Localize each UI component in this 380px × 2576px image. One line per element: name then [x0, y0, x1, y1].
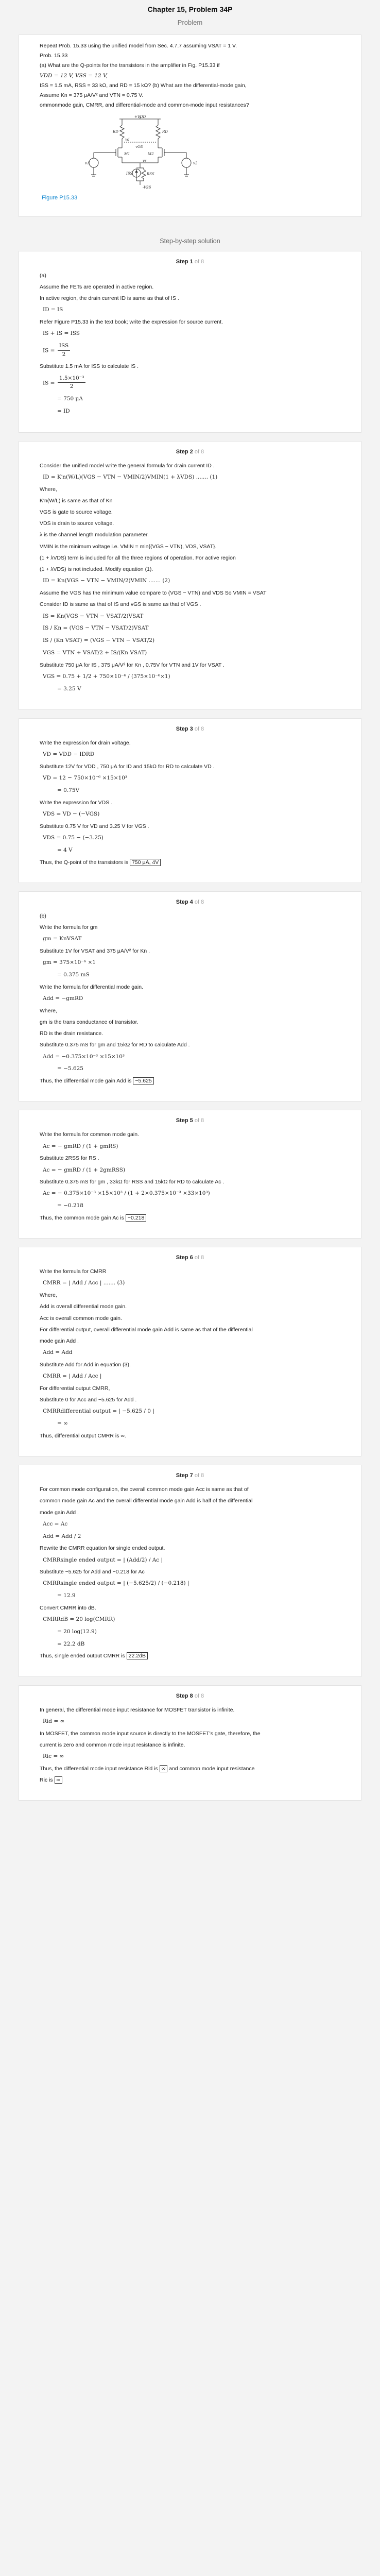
equation: = 20 log(12.9): [57, 1628, 97, 1635]
equation: Add = Add: [43, 1349, 73, 1356]
equation: = 22.2 dB: [57, 1640, 85, 1647]
equation: CMRRdifferential output = | −5.625 / 0 |: [43, 1408, 154, 1415]
step-text: Write the formula for common mode gain.: [40, 1131, 139, 1138]
step-count: of 8: [194, 1255, 204, 1261]
step-text: Write the expression for drain voltage.: [40, 740, 131, 747]
label-vss: -VSS: [143, 185, 151, 190]
step-card: [19, 1110, 361, 1239]
step-text: Add is overall differential mode gain.: [40, 1303, 127, 1310]
step-text: Where,: [40, 1007, 57, 1014]
circuit-figure: [71, 114, 340, 193]
equation: CMRRdB = 20 log(CMRR): [43, 1616, 115, 1623]
equation: IS / Kn = (VGS − VTN − VSAT/2)VSAT: [43, 625, 149, 632]
step-text: Assume the VGS has the minimum value compare to (VGS − VTN) and VDS So VMIN = VSAT: [40, 590, 267, 597]
problem-text: ISS = 1.5 mA, RSS = 33 kΩ, and RD = 15 kΩ? (b) What are the differential-mode gain,: [40, 82, 247, 89]
step-card: [19, 1465, 361, 1677]
label-v1: v1: [85, 161, 90, 165]
step-header: [40, 259, 340, 265]
step-text: Rewrite the CMRR equation for single ended output.: [40, 1545, 165, 1552]
problem-text: Prob. 15.33: [40, 53, 68, 59]
answer-box: 750 μA, 4V: [130, 859, 161, 866]
step-text: K′n(W/L) is same as that of Kn: [40, 497, 113, 504]
equation: Acc = Ac: [43, 1520, 68, 1527]
equation: Ric = ∞: [43, 1753, 64, 1760]
equation: = −0.218: [57, 1202, 83, 1209]
circuit-diagram: [71, 114, 225, 191]
equation: IS = Kn(VGS − VTN − VSAT/2)VSAT: [43, 613, 144, 619]
step-card: [19, 718, 361, 883]
step-text: Substitute 0.75 V for VD and 3.25 V for VGS .: [40, 823, 149, 829]
equation: = 12.9: [57, 1592, 76, 1599]
fraction-denominator: 2: [70, 383, 74, 390]
label-v2: v2: [193, 161, 198, 165]
step-text: Substitute 2RSS for RS .: [40, 1155, 99, 1162]
label-rss: RSS: [147, 172, 154, 176]
fraction-denominator: 2: [62, 351, 66, 358]
equation: IS / (Kn VSAT) = (VGS − VTN − VSAT/2): [43, 637, 155, 644]
step-text: Write the formula for CMRR: [40, 1268, 107, 1275]
equation: Add = Add / 2: [43, 1533, 81, 1539]
problem-text: Repeat Prob. 15.33 using the unified model from Sec. 4.7.7 assuming VSAT = 1 V.: [40, 43, 237, 49]
conclusion-text: Thus, the Q-point of the transistors is: [40, 859, 129, 866]
fraction-numerator: 1.5×10⁻³: [58, 375, 86, 383]
equation: Rid = ∞: [43, 1718, 65, 1724]
step-conclusion: Thus, differential output CMRR is ∞.: [40, 1432, 126, 1439]
equation: = 750 μA: [57, 396, 83, 402]
step-conclusion: [40, 1652, 340, 1660]
step-conclusion: [40, 1776, 340, 1784]
problem-text: Assume Kn = 375 μA/V² and VTN = 0.75 V.: [40, 92, 144, 99]
step-text: In general, the differential mode input resistance for MOSFET transistor is infinite.: [40, 1706, 235, 1713]
label-vs: vs: [143, 158, 147, 163]
equation: Add = −0.375×10⁻³ ×15×10³: [43, 1053, 125, 1060]
step-text: For differential output CMRR,: [40, 1385, 110, 1392]
fraction-numerator: ISS: [58, 342, 70, 351]
label-vod: vOD: [135, 144, 144, 149]
equation: VGS = VTN + VSAT/2 + IS/(Kn VSAT): [43, 649, 147, 656]
step-text: Write the expression for VDS .: [40, 799, 113, 806]
label-vdd: +VDD: [134, 114, 146, 119]
step-text: Substitute 0 for Acc and −5.625 for Add .: [40, 1397, 137, 1403]
step-label: Step 3: [176, 726, 193, 733]
step-text: (a): [40, 272, 46, 279]
step-text: common mode gain Ac and the overall differential mode gain Add is half of the differential: [40, 1498, 253, 1504]
step-count: of 8: [194, 258, 204, 265]
step-text: mode gain Add .: [40, 1338, 79, 1345]
equation: VDS = 0.75 − (−3.25): [43, 835, 103, 841]
step-text: Substitute Add for Add in equation (3).: [40, 1362, 131, 1368]
step-card: [19, 1685, 361, 1801]
step-text: VDS is drain to source voltage.: [40, 520, 114, 527]
equation: gm = 375×10⁻⁶ ×1: [43, 959, 96, 966]
step-header: [40, 899, 340, 905]
equation: CMRR = | Add / Acc |: [43, 1373, 102, 1380]
step-card: [19, 891, 361, 1101]
equation: VGS = 0.75 + 1/2 + 750×10⁻⁶ / (375×10⁻⁶×1): [43, 673, 170, 680]
chapter-title: Chapter 15, Problem 34P: [147, 5, 233, 13]
step-text: Write the formula for gm: [40, 924, 98, 931]
step-text: Where,: [40, 1292, 57, 1299]
conclusion-text: Thus, the differential mode input resistance Rid is: [40, 1765, 158, 1772]
step-header: [40, 449, 340, 455]
step-text: gm is the trans conductance of transistor.: [40, 1019, 139, 1025]
equation: ID = K′n(W/L)(VGS − VTN − VMIN/2)VMIN(1 + λVDS) ....... (1): [43, 473, 218, 480]
step-text: Substitute 0.375 mS for gm , 33kΩ for RSS and 15kΩ for RD to calculate Ac .: [40, 1179, 224, 1185]
step-label: Step 2: [176, 448, 193, 455]
equation: = −5.625: [57, 1065, 83, 1072]
equation: = 3.25 V: [57, 685, 81, 692]
conclusion-text: Thus, the common mode gain Ac is: [40, 1214, 124, 1221]
step-text: (b): [40, 912, 46, 919]
problem-text: ommonmode gain, CMRR, and differential-mode and common-mode input resistances?: [40, 102, 249, 109]
step-text: Substitute 0.375 mS for gm and 15kΩ for RD to calculate Add .: [40, 1042, 190, 1048]
step-card: [19, 1247, 361, 1456]
figure-caption-link[interactable]: Figure P15.33: [42, 194, 78, 201]
label-vd: vd: [125, 137, 130, 142]
equation: [43, 375, 340, 392]
equation-lhs: IS =: [43, 379, 55, 386]
answer-box: −5.625: [133, 1077, 153, 1084]
conclusion-text: Ric is: [40, 1777, 53, 1784]
conclusion-text: and common mode input resistance: [169, 1765, 255, 1772]
step-conclusion: [40, 1214, 340, 1222]
equation: = ∞: [57, 1420, 68, 1427]
step-text: Where,: [40, 486, 57, 493]
step-header: [40, 1255, 340, 1261]
solution-title: Step-by-step solution: [160, 237, 220, 245]
step-text: Acc is overall common mode gain.: [40, 1315, 122, 1321]
step-card: [19, 251, 361, 433]
step-text: Substitute 12V for VDD , 750 μA for ID and 15kΩ for RD to calculate VD .: [40, 764, 215, 770]
answer-box: ∞: [55, 1776, 63, 1784]
problem-text: VDD = 12 V, VSS = 12 V,: [40, 72, 108, 79]
conclusion-text: Thus, single ended output CMRR is: [40, 1653, 125, 1659]
step-text: RD is the drain resistance.: [40, 1030, 103, 1037]
equation: IS + IS = ISS: [43, 330, 80, 337]
step-header: [40, 1117, 340, 1124]
step-label: Step 7: [176, 1472, 193, 1479]
label-m1: M1: [124, 151, 130, 156]
step-header: [40, 726, 340, 732]
equation: ID = Kn(VGS − VTN − VMIN/2)VMIN ....... (2): [43, 578, 170, 584]
step-text: (1 + λVDS) is not included. Modify equation (1).: [40, 566, 153, 573]
step-text: VGS is gate to source voltage.: [40, 509, 113, 516]
step-count: of 8: [194, 1692, 204, 1699]
equation-lhs: IS =: [43, 347, 55, 354]
conclusion-text: Thus, the differential mode gain Add is: [40, 1078, 132, 1084]
step-count: of 8: [194, 899, 204, 905]
step-text: Refer Figure P15.33 in the text book; write the expression for source current.: [40, 318, 223, 325]
problem-label: Problem: [177, 19, 203, 26]
page-header: [0, 0, 380, 26]
equation: = 4 V: [57, 846, 73, 853]
step-label: Step 6: [176, 1255, 193, 1261]
equation: = 0.375 mS: [57, 972, 90, 978]
equation: VD = VDD − IDRD: [43, 751, 95, 758]
step-conclusion: [40, 859, 340, 867]
equation: CMRRsingle ended output = | (−5.625/2) / (−0.218) |: [43, 1580, 189, 1587]
equation: VDS = VD − (−VGS): [43, 811, 100, 818]
label-iss: ISS: [126, 171, 133, 176]
step-text: For differential output, overall differential mode gain Add is same as that of the differential: [40, 1326, 253, 1333]
answer-box: −0.218: [126, 1214, 146, 1222]
equation: ID = IS: [43, 307, 63, 313]
step-text: (1 + λVDS) term is included for all the three regions of operation. For active region: [40, 554, 236, 561]
equation: VD = 12 − 750×10⁻⁶ ×15×10³: [43, 775, 128, 782]
step-text: mode gain Add .: [40, 1509, 79, 1516]
problem-card: [19, 35, 361, 217]
step-count: of 8: [194, 726, 204, 733]
equation: Ac = − 0.375×10⁻³ ×15×10³ / (1 + 2×0.375×10⁻³ ×33×10³): [43, 1190, 210, 1197]
step-text: Substitute 1V for VSAT and 375 μA/V² for Kn .: [40, 948, 150, 955]
step-text: Convert CMRR into dB.: [40, 1604, 96, 1611]
step-count: of 8: [194, 1117, 204, 1124]
step-label: Step 5: [176, 1117, 193, 1124]
step-text: In MOSFET, the common mode input source is directly to the MOSFET's gate, therefore, the: [40, 1730, 261, 1737]
answer-box: 22.2dB: [127, 1652, 148, 1659]
step-count: of 8: [194, 1472, 204, 1479]
step-text: Substitute 1.5 mA for ISS to calculate IS .: [40, 363, 139, 370]
step-header: [40, 1472, 340, 1479]
step-text: For common mode configuration, the overall common mode gain Acc is same as that of: [40, 1486, 249, 1493]
step-text: VMIN is the minimum voltage i.e. VMIN = min{(VGS − VTN), VDS, VSAT}.: [40, 543, 217, 550]
answer-box: ∞: [160, 1765, 168, 1772]
equation: gm = KnVSAT: [43, 936, 82, 942]
step-text: In active region, the drain current ID is same as that of IS .: [40, 295, 179, 301]
label-m2: M2: [148, 151, 154, 156]
step-text: Consider ID is same as that of IS and vGS is same as that of VGS .: [40, 601, 201, 608]
step-text: Write the formula for differential mode gain.: [40, 984, 143, 990]
equation: CMRR = | Add / Acc | ....... (3): [43, 1280, 125, 1286]
equation: CMRRsingle ended output = | (Add/2) / Ac |: [43, 1556, 163, 1563]
equation: [43, 342, 340, 359]
step-conclusion: [40, 1077, 340, 1085]
equation: = 0.75V: [57, 787, 80, 794]
step-conclusion: [40, 1765, 340, 1773]
problem-text: (a) What are the Q-points for the transistors in the amplifier in Fig. P15.33 if: [40, 62, 220, 69]
step-label: Step 4: [176, 899, 193, 905]
equation: Ac = − gmRD / (1 + 2gmRSS): [43, 1166, 126, 1173]
step-text: Substitute −5.625 for Add and −0.218 for Ac: [40, 1569, 145, 1575]
step-text: Substitute 750 μA for IS , 375 μA/V² for Kn , 0.75V for VTN and 1V for VSAT .: [40, 662, 224, 668]
step-label: Step 8: [176, 1692, 193, 1699]
step-text: Consider the unified model write the general formula for drain current ID .: [40, 462, 215, 469]
label-rd-left: RD: [113, 129, 118, 134]
equation: Add = −gmRD: [43, 995, 83, 1002]
label-rd-right: RD: [162, 129, 168, 134]
step-header: [40, 1693, 340, 1699]
step-text: current is zero and common mode input resistance is infinite.: [40, 1741, 185, 1748]
step-text: λ is the channel length modulation parameter.: [40, 532, 149, 538]
equation: = ID: [57, 408, 70, 414]
step-label: Step 1: [176, 258, 193, 265]
step-card: [19, 441, 361, 710]
step-text: Assume the FETs are operated in active region.: [40, 283, 154, 290]
step-count: of 8: [194, 448, 204, 455]
equation: Ac = − gmRD / (1 + gmRS): [43, 1143, 118, 1149]
